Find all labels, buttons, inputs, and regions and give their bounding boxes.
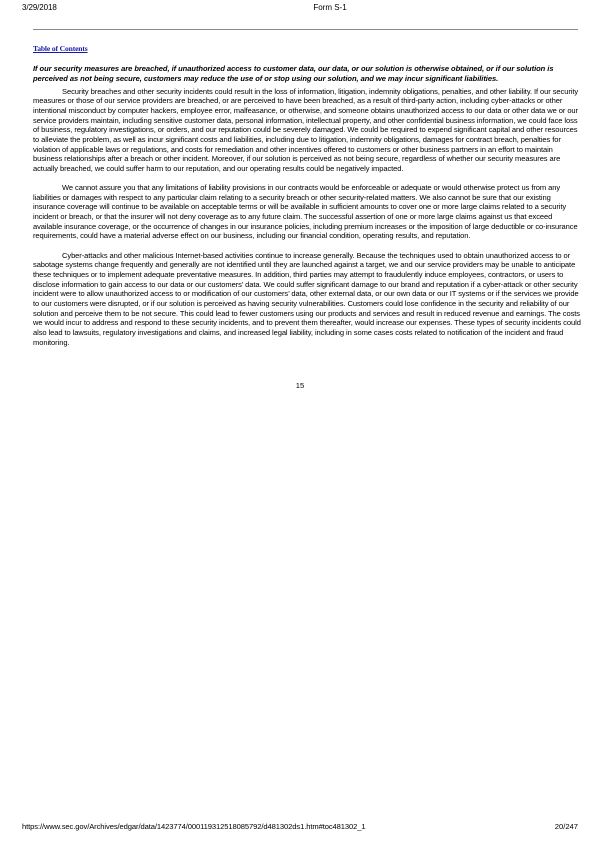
risk-factor-heading: If our security measures are breached, if unauthorized access to customer data, our data, or our solution is otherwise obtained, or if our solution is perceived as not being secure, customers may reduce the use of or stop using our solution, and we may incur significant liabilities. [33, 64, 554, 83]
source-url: https://www.sec.gov/Archives/edgar/data/1423774/000119312518085792/d481302ds1.htm#toc481302_1 [22, 822, 366, 831]
print-date: 3/29/2018 [22, 3, 57, 12]
body-paragraph: Cyber-attacks and other malicious Internet-based activities continue to increase generally. Because the techniques used to obtain unauthorized access to or sabotage systems change frequently and generally are not identified until they are launched against a target, we and our service providers may be unable to anticipate these techniques or to implement adequate preventative measures. In addition, third parties may attempt to fraudulently induce employees, contractors, or users to disclose information to gain access to our data or our customers’ data. We could suffer significant damage to our brand and reputation if a cyber-attack or other security incident were to allow unauthorized access to or modification of our customers’ data, other external data, or our own data or our IT systems or if the services we provide to our customers were disrupted, or if our solution is perceived as having security vulnerabilities. Customers could lose confidence in the security and reliability of our solution and perceive them to be not secure. This could lead to fewer customers using our products and services and result in reduced revenue and earnings. The costs we would incur to address and respond to these security incidents, and to prevent them thereafter, would increase our expenses. These types of security incidents could also lead to lawsuits, regulatory investigations and claims, and increased legal liability, including in some cases costs related to notification of the incident and fraud monitoring. [33, 250, 581, 347]
header-divider [33, 29, 578, 30]
risk-factor-section [33, 64, 581, 357]
page-number: 15 [295, 381, 305, 390]
body-paragraph: Security breaches and other security incidents could result in the loss of information, litigation, indemnity obligations, penalties, and other liability. If our security measures or those of our service providers are breached, or are perceived to have been breached, as a result of third-party action, including cyber-attacks or other intentional misconduct by computer hackers, employee error, malfeasance, or otherwise, and someone obtains unauthorized access to our data or other data we or our service providers maintain, including sensitive customer data, personal information, intellectual property, and other confidential business information, we could face loss of business, regulatory investigations, or orders, and our reputation could be severely damaged. We could be required to expend significant capital and other resources to alleviate the problem, as well as incur significant costs and liabilities, including due to litigation, indemnity obligations, damages for contract breach, penalties for violation of applicable laws or regulations, and costs for remediation and other incentives offered to customers or other business partners in an effort to maintain business relationships after a breach or other incident. Moreover, if our solution is perceived as not being secure, regardless of whether our security measures are actually breached, we could suffer harm to our reputation, and our operating results could be negatively impacted. [33, 86, 579, 173]
print-page-count: 20/247 [554, 822, 578, 831]
body-paragraph: We cannot assure you that any limitations of liability provisions in our contracts would be enforceable or adequate or would otherwise protect us from any liabilities or damages with respect to any particular claim relating to a security breach or other security-related matters. We also cannot be sure that our existing insurance coverage will continue to be available on acceptable terms or will be available in sufficient amounts to cover one or more large claims related to a security incident or breach, or that the insurer will not deny coverage as to any future claim. The successful assertion of one or more large claims against us that exceed available insurance coverage, or the occurrence of changes in our insurance policies, including premium increases or the imposition of large deductible or co-insurance requirements, could have a material adverse effect on our business, including our financial condition, operating results, and reputation. [33, 183, 578, 241]
document-title: Form S-1 [313, 3, 347, 12]
table-of-contents-link[interactable]: Table of Contents [33, 44, 88, 53]
